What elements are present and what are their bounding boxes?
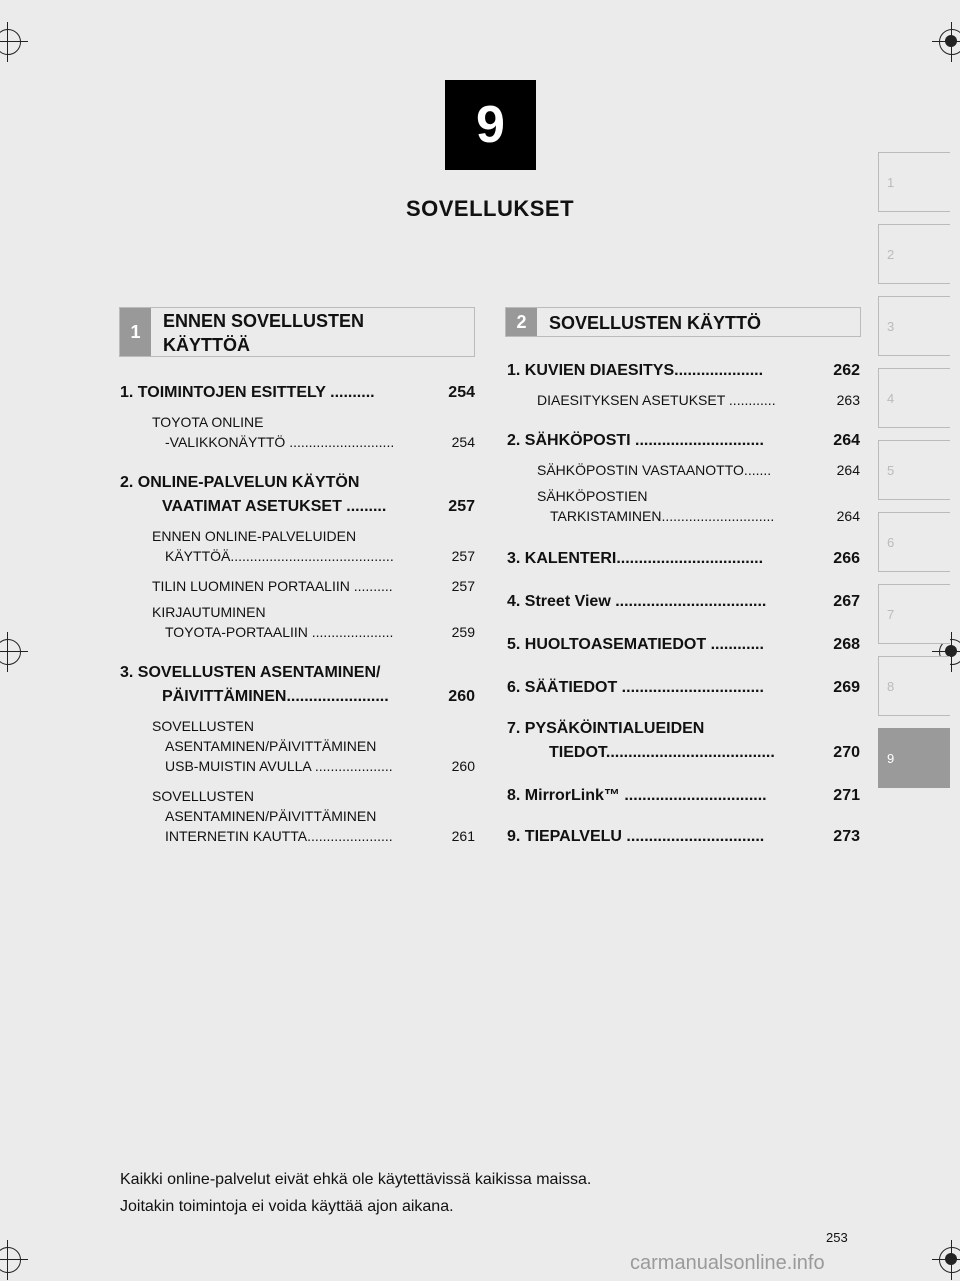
section-1-header <box>119 307 475 357</box>
toc-entry[interactable]: 2. ONLINE-PALVELUN KÄYTÖN VAATIMAT ASETUKSET ......... 257 <box>120 474 475 515</box>
chapter-tab-8[interactable]: 8 <box>878 656 950 716</box>
chapter-tab-9[interactable]: 9 <box>878 728 950 788</box>
chapter-number: 9 <box>445 80 536 170</box>
chapter-tab-3[interactable]: 3 <box>878 296 950 356</box>
toc-subentry[interactable]: SOVELLUSTEN ASENTAMINEN/PÄIVITTÄMINEN INTERNETIN KAUTTA...................... 261 <box>152 788 475 844</box>
toc-subentry[interactable]: KIRJAUTUMINEN TOYOTA-PORTAALIIN ..................... 259 <box>152 604 475 640</box>
toc-subentry[interactable]: SOVELLUSTEN ASENTAMINEN/PÄIVITTÄMINEN USB-MUISTIN AVULLA .................... 260 <box>152 718 475 774</box>
footnote-driving: Joitakin toimintoja ei voida käyttää ajon aikana. <box>120 1198 454 1215</box>
section-2-number: 2 <box>506 308 537 336</box>
chapter-tab-1[interactable]: 1 <box>878 152 950 212</box>
watermark: carmanualsonline.info <box>630 1252 825 1274</box>
section-2-title: SOVELLUSTEN KÄYTTÖ <box>549 313 762 333</box>
chapter-tabs <box>878 152 950 800</box>
toc-entry[interactable]: 7. PYSÄKÖINTIALUEIDEN TIEDOT...................................... 270 <box>507 720 860 761</box>
chapter-title: SOVELLUKSET <box>405 196 575 221</box>
toc-subentry[interactable]: TILIN LUOMINEN PORTAALIIN .......... 257 <box>152 578 475 594</box>
registration-mark-bottom-left <box>0 1240 28 1280</box>
toc-subentry[interactable]: SÄHKÖPOSTIN VASTAANOTTO....... 264 <box>537 462 860 478</box>
section-1-title: ENNEN SOVELLUSTEN KÄYTTÖÄ <box>163 311 365 355</box>
page-number: 253 <box>826 1230 848 1245</box>
registration-mark-mid-left <box>0 632 28 672</box>
toc-subentry[interactable]: TOYOTA ONLINE -VALIKKONÄYTTÖ ........................... 254 <box>152 414 475 450</box>
chapter-tab-5[interactable]: 5 <box>878 440 950 500</box>
section-2-header <box>505 307 861 337</box>
footnote-availability: Kaikki online-palvelut eivät ehkä ole käytettävissä kaikissa maissa. <box>120 1171 592 1188</box>
registration-mark-top-right <box>932 22 960 62</box>
registration-mark-top-left <box>0 22 28 62</box>
chapter-tab-6[interactable]: 6 <box>878 512 950 572</box>
toc-subentry[interactable]: DIAESITYKSEN ASETUKSET ............ 263 <box>537 392 860 408</box>
section-1-number: 1 <box>120 308 151 356</box>
chapter-tab-7[interactable]: 7 <box>878 584 950 644</box>
toc-entry[interactable]: 3. SOVELLUSTEN ASENTAMINEN/ PÄIVITTÄMINEN....................... 260 <box>120 664 475 705</box>
chapter-tab-2[interactable]: 2 <box>878 224 950 284</box>
toc-subentry[interactable]: ENNEN ONLINE-PALVELUIDEN KÄYTTÖÄ.......................................... 257 <box>152 528 475 564</box>
chapter-tab-4[interactable]: 4 <box>878 368 950 428</box>
toc-subentry[interactable]: SÄHKÖPOSTIEN TARKISTAMINEN............................. 264 <box>537 488 860 524</box>
registration-mark-bottom-right <box>932 1240 960 1280</box>
